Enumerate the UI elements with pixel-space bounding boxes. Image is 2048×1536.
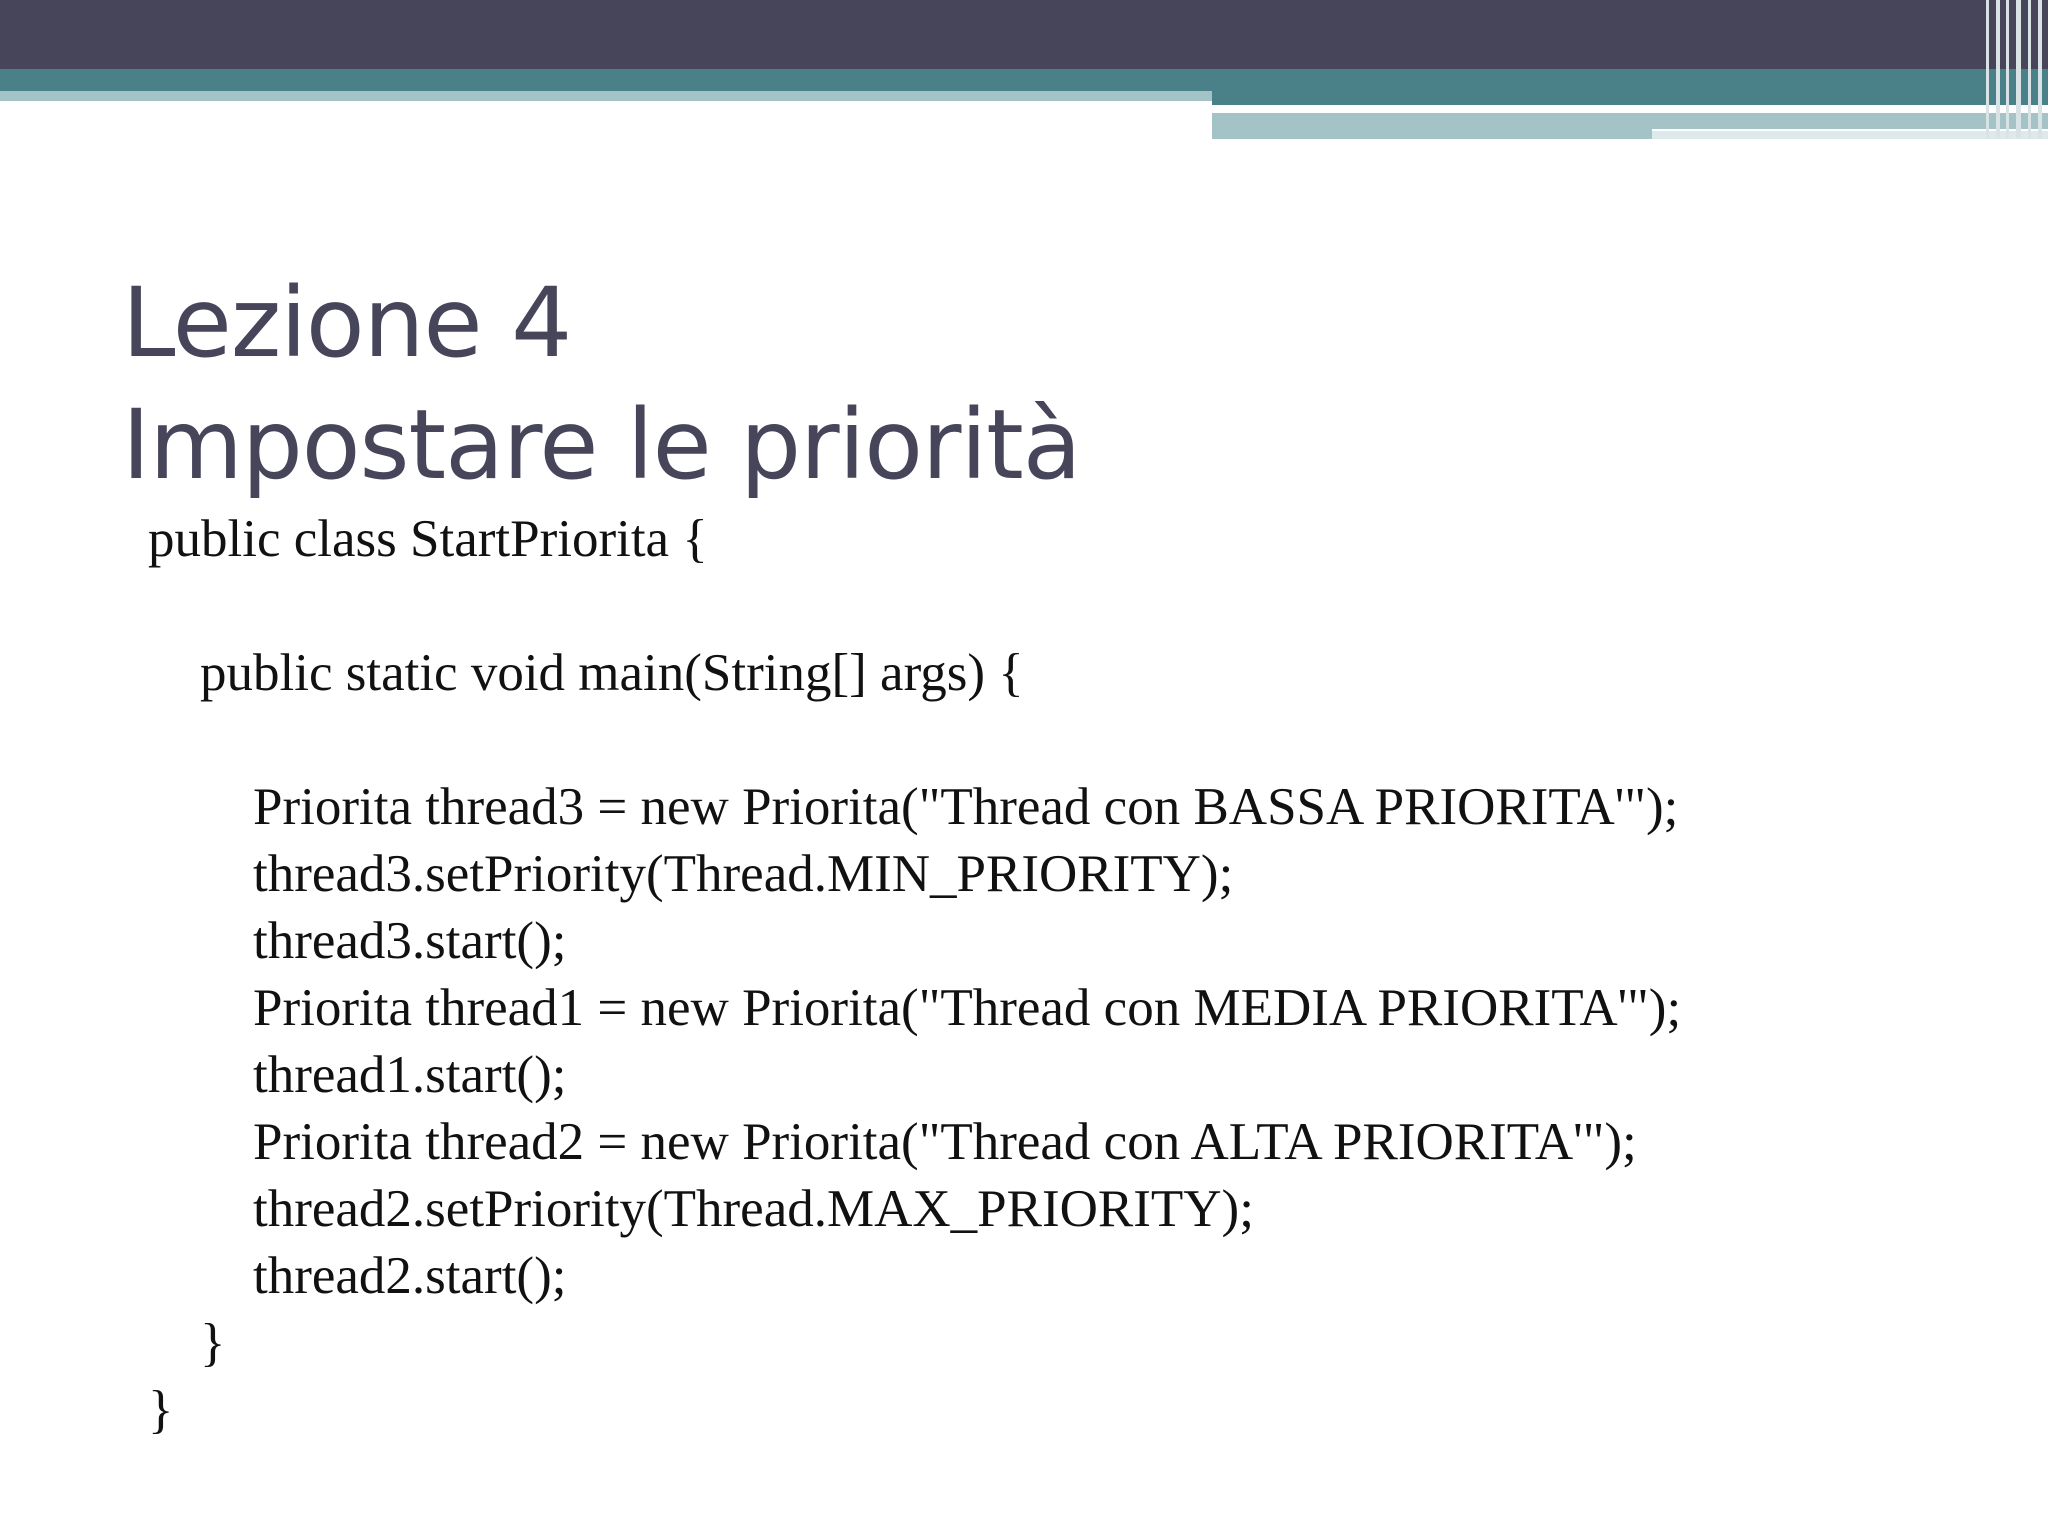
header-band-right-teal [1212,91,2048,105]
header-band-light [0,91,1212,101]
title-line-lesson: Lezione 4 [122,267,572,379]
header-band-dark [0,0,2048,69]
code-line: thread3.start(); [253,912,567,970]
code-line: thread3.setPriority(Thread.MIN_PRIORITY); [253,845,1234,903]
code-line: thread2.start(); [253,1247,567,1305]
code-line [148,573,1681,640]
code-line: } [148,1381,174,1439]
code-block [148,506,1681,1444]
code-line: thread1.start(); [253,1046,567,1104]
header-band-right-light [1212,113,2048,129]
code-line: Priorita thread3 = new Priorita("Thread con BASSA PRIORITA'"); [253,778,1679,836]
title-line-topic: Impostare le priorità [122,389,1081,501]
slide-title [122,262,1081,506]
code-line: } [200,1314,226,1372]
header-edge-stripes [1986,0,2048,138]
code-line: public static void main(String[] args) { [200,644,1024,702]
header-band-right-gap [1212,105,2048,113]
code-line: thread2.setPriority(Thread.MAX_PRIORITY); [253,1180,1254,1238]
header-band-teal [0,69,2048,91]
header-band-right-light-short [1212,129,1652,139]
code-line [148,707,1681,774]
code-line: Priorita thread1 = new Priorita("Thread con MEDIA PRIORITA'"); [253,979,1682,1037]
code-line: Priorita thread2 = new Priorita("Thread con ALTA PRIORITA'"); [253,1113,1637,1171]
code-line: public class StartPriorita { [148,510,708,568]
